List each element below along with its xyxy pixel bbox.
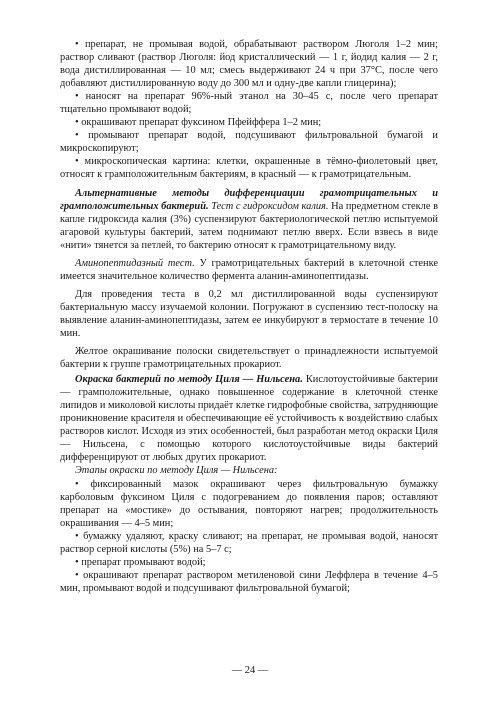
bullet-methylene-blue: • окрашивают препарат раствором метиленовой сини Леффлера в течение 4–5 мин, промывают водой и подсушивают фильтровальной бумагой; (60, 569, 438, 594)
aminopeptidase-title: Аминопептидазный тест. (75, 257, 195, 269)
alt-methods-paragraph (60, 187, 438, 252)
bullet-lugol: • препарат, не промывая водой, обрабатывают раствором Люголя 1–2 мин; раствор сливают (раствор Люголя: йод кристаллический — 1 г, йодид калия — 2 г, вода дистиллированная — 10 мл; смесь выдерживают 24 ч при 37°С, после чего добавляют дистиллированную воду до 300 мл и одну-две капли глицерина); (60, 39, 438, 90)
bullet-rinse: • промывают препарат водой, подсушивают фильтровальной бумагой и микроскопируют; (60, 130, 438, 155)
bullet-fuchsin: • окрашивают препарат фуксином Пфейффера 1–2 мин; (75, 117, 322, 129)
aminopeptidase-procedure: Для проведения теста в 0,2 мл дистиллированной воды суспензируют бактериальную массу изучаемой колонии. Погружают в суспензию тест-полоску на выявление аланин-аминопептидазы, затем ее инкубируют в термостате в течение 10 мин. (60, 288, 438, 339)
koh-test-text: На предметном стекле в капле гидроксида калия (3%) суспензируют бактериологической петлю испытуемой агаровой культуры бактерий, затем поднимают петлю вверх. Если взвесь в виде «нити» тянется за петлей, то бактерию относят к грамотрицательному виду. (60, 200, 438, 251)
aminopeptidase-paragraph (60, 257, 438, 283)
bullet-carbol-fuchsin: • фиксированный мазок окрашивают через фильтровальную бумажку карболовым фуксином Циля с подогреванием до появления паров; оставляют препарат на «мостике» до остывания, повторяют нагрев; продолжительность окрашивания — 4–5 мин; (60, 478, 438, 529)
ziehl-stages-title: Этапы окраски по методу Циля — Нильсена: (75, 465, 278, 477)
ziehl-paragraph (60, 373, 438, 464)
aminopeptidase-text: У грамотрицательных бактерий в клеточной стенке имеется значительное количество фермента аланин-аминопептидазы. (60, 257, 438, 282)
aminopeptidase-result: Желтое окрашивание полоски свидетельствует о принадлежности испытуемой бактерии к группе грамотрицательных прокариот. (60, 346, 438, 371)
page-number: — 24 — (231, 665, 269, 676)
alt-methods-heading: Альтернативные методы дифференциации грамотрицательных и грамположительных бактерий. (60, 187, 438, 212)
bullet-wash: • препарат промывают водой; (75, 556, 206, 568)
koh-test-title: Тест с гидроксидом калия. (211, 200, 329, 212)
bullet-microscopy: • микроскопическая картина: клетки, окрашенные в тёмно-фиолетовый цвет, относят к грамположительным бактериям, в красный — к грамотрицательным. (60, 156, 438, 181)
ziehl-heading: Окраска бактерий по методу Циля — Нильсена. (75, 374, 303, 386)
ziehl-text: Кислотоустойчивые бактерии — грамположительные, однако повышенное содержание в клеточной стенке липидов и миколовой кислоты придаёт клетке гидрофобные свойства, затрудняющие проникновение красителя и обеспечивающие её устойчивость к воздействию слабых растворов кислот. Исходя из этих особенностей, был разработан метод окраски Циля — Нильсена, с помощью которого кислотоустойчивые виды бактерий дифференцируют от любых других прокариот. (60, 374, 438, 464)
bullet-sulfuric-acid: • бумажку удаляют, краску сливают; на препарат, не промывая водой, наносят раствор серной кислоты (5%) на 5–7 с; (60, 530, 438, 555)
bullet-ethanol: • наносят на препарат 96%-ный этанол на 30–45 с, после чего препарат тщательно промывают водой; (60, 91, 438, 116)
